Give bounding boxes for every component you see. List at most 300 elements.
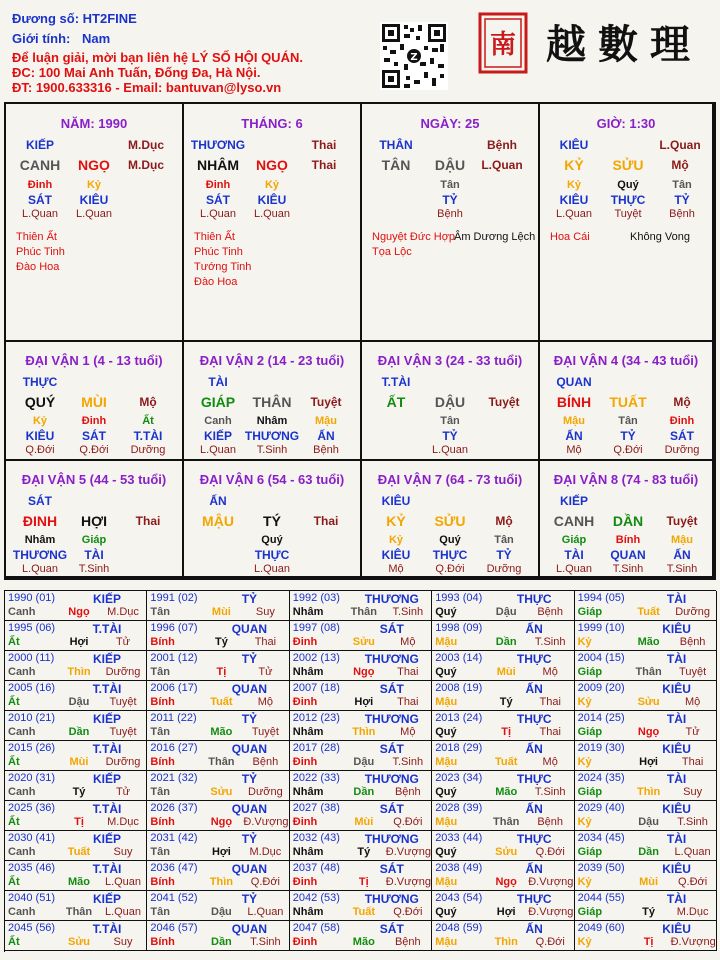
year-label: 1999 (10): [577, 622, 625, 634]
year-god: TÀI: [666, 772, 687, 786]
year-label: 2017 (28): [292, 742, 340, 754]
year-label: 2036 (47): [150, 862, 198, 874]
pillar-god: THƯƠNG: [190, 138, 246, 152]
year-stem: Quý: [435, 606, 457, 618]
year-lifecycle: Bệnh: [537, 816, 564, 828]
year-god: THỰC: [516, 652, 552, 666]
hidden-god: THƯƠNG: [244, 429, 300, 443]
year-cell: [147, 891, 289, 921]
year-stem: Bính: [150, 816, 175, 828]
year-stem: Tân: [150, 906, 170, 918]
year-god: KIẾP: [92, 772, 121, 786]
year-stem: Đinh: [292, 876, 318, 888]
year-label: 2018 (29): [435, 742, 483, 754]
year-stem: Giáp: [577, 906, 603, 918]
year-cell: [5, 771, 147, 801]
year-god: THƯƠNG: [364, 652, 419, 666]
year-lifecycle: Q.Đới: [250, 876, 280, 888]
year-lifecycle: Mộ: [684, 696, 701, 708]
year-lifecycle: Tuyệt: [679, 666, 707, 678]
hidden-lc: Dưỡng: [130, 444, 166, 456]
year-god: T.TÀI: [92, 622, 122, 636]
year-cell: [5, 681, 147, 711]
year-label: 2002 (13): [292, 652, 340, 664]
year-label: 2023 (34): [435, 772, 483, 784]
year-stem: Nhâm: [292, 606, 324, 618]
year-lifecycle: T.Sinh: [534, 636, 566, 648]
hidden-god: QUAN: [610, 548, 646, 562]
year-label: 2003 (14): [435, 652, 483, 664]
hidden-stem: Giáp: [81, 534, 107, 546]
year-branch: Sửu: [352, 636, 375, 648]
year-branch: Hợi: [211, 846, 231, 858]
year-stem: Tân: [150, 666, 170, 678]
hidden-stem: Đinh: [205, 179, 231, 191]
gender-label: Giới tính:: [12, 31, 71, 46]
shensha-star: Thiên Ất: [194, 231, 235, 243]
hidden-stem: Tân: [494, 534, 514, 546]
hidden-god: SÁT: [82, 429, 106, 443]
year-god: QUAN: [231, 682, 268, 696]
year-god: KIẾP: [92, 892, 121, 906]
dai-van-cell: [6, 461, 184, 578]
year-cell: [5, 861, 147, 891]
dai-van-cell: [184, 342, 362, 461]
dai-van-lc: Thai: [313, 514, 339, 528]
dai-van-god: T.TÀI: [381, 375, 411, 389]
year-label: 2006 (17): [150, 682, 198, 694]
dai-van-branch: THÂN: [252, 394, 292, 410]
year-label: 2016 (27): [150, 742, 198, 754]
year-god: SÁT: [379, 862, 404, 876]
pillar-god-lc: L.Quan: [659, 138, 701, 152]
year-cell: [575, 771, 717, 801]
year-lifecycle: M.Dục: [249, 846, 282, 858]
year-lifecycle: Mộ: [400, 726, 416, 738]
qr-code-icon[interactable]: [380, 22, 448, 90]
year-label: 2035 (46): [8, 862, 56, 874]
hidden-god: THỰC: [432, 548, 468, 562]
year-lifecycle: Q.Đới: [393, 816, 423, 828]
pillar-cell: [540, 104, 714, 342]
pillar-branch-lc: L.Quan: [481, 158, 523, 172]
year-lifecycle: Dưỡng: [248, 786, 283, 798]
year-branch: Dậu: [211, 906, 232, 918]
year-branch: Mão: [637, 636, 660, 648]
year-branch: Sửu: [210, 786, 233, 798]
year-label: 2007 (18): [292, 682, 340, 694]
year-label: 2024 (35): [577, 772, 625, 784]
year-cell: [147, 801, 289, 831]
shensha-star: Đào Hoa: [194, 276, 238, 288]
year-branch: Ngọ: [353, 666, 375, 678]
dai-van-title: ĐẠI VẬN 2 (14 - 23 tuổi): [199, 353, 345, 368]
dai-van-title: ĐẠI VẬN 8 (74 - 83 tuổi): [553, 472, 699, 487]
year-label: 1996 (07): [150, 622, 198, 634]
year-label: 2037 (48): [292, 862, 340, 874]
year-stem: Mậu: [435, 696, 458, 708]
shensha-star: Âm Dương Lệch: [454, 231, 536, 243]
year-label: 2031 (42): [150, 832, 198, 844]
pillar-stem: NHÂM: [197, 157, 239, 173]
year-lifecycle: Đ.Vượng: [528, 876, 574, 888]
year-branch: Mùi: [69, 756, 89, 768]
hidden-god: TÀI: [564, 548, 584, 562]
year-stem: Bính: [150, 756, 175, 768]
year-branch: Tý: [357, 846, 371, 858]
hidden-stem: Kỷ: [388, 534, 404, 546]
year-branch: Dậu: [68, 696, 90, 708]
hidden-stem: Kỷ: [566, 179, 582, 191]
year-cell: [147, 651, 289, 681]
dai-van-title: ĐẠI VẬN 6 (54 - 63 tuổi): [199, 472, 345, 487]
dai-van-branch: SỬU: [434, 513, 466, 529]
year-branch: Hợi: [69, 636, 89, 648]
year-branch: Dậu: [353, 756, 375, 768]
dai-van-title: ĐẠI VẬN 4 (34 - 43 tuổi): [553, 353, 699, 368]
year-label: 2009 (20): [577, 682, 625, 694]
year-god: KIẾP: [92, 832, 121, 846]
hidden-god: THỰC: [610, 193, 646, 207]
hidden-stem: Tân: [440, 179, 460, 191]
year-god: KIẾP: [92, 652, 121, 666]
hidden-god: SÁT: [28, 193, 52, 207]
hidden-stem: Quý: [439, 534, 461, 546]
year-cell: [147, 741, 289, 771]
year-label: 2049 (60): [577, 922, 625, 934]
year-cell: [5, 801, 147, 831]
year-stem: Nhâm: [292, 906, 324, 918]
year-branch: Thìn: [209, 876, 233, 888]
year-lifecycle: Suy: [113, 936, 133, 948]
hidden-god: KIÊU: [25, 429, 55, 443]
year-cell: [575, 891, 717, 921]
year-stem: Canh: [8, 666, 36, 678]
pillar-title: THÁNG: 6: [241, 116, 303, 131]
year-branch: Ngọ: [68, 606, 90, 618]
hidden-god: ẤN: [565, 429, 583, 443]
hidden-stem: Ất: [142, 415, 154, 427]
dai-van-god: ẤN: [209, 494, 227, 508]
year-god: TỶ: [241, 652, 258, 666]
hidden-god: TỶ: [496, 548, 512, 562]
dai-van-god: KIÊU: [381, 494, 411, 508]
year-god: ẤN: [525, 922, 543, 936]
year-label: 2022 (33): [292, 772, 340, 784]
pillar-god: KIẾP: [25, 138, 54, 152]
year-cell: [432, 771, 574, 801]
hidden-stem: Đinh: [27, 179, 53, 191]
shensha-star: Thiên Ất: [16, 231, 57, 243]
year-label: 2044 (55): [577, 892, 625, 904]
year-cell: [147, 921, 289, 951]
hidden-stem: Tân: [672, 179, 692, 191]
chart-owner: Đương số: HT2FINE: [12, 11, 137, 26]
dai-van-lc: Mộ: [139, 395, 157, 409]
pillar-stem: CANH: [19, 157, 61, 173]
year-god: KIÊU: [662, 802, 691, 816]
address: ĐC: 100 Mai Anh Tuấn, Đống Đa, Hà Nội.: [12, 65, 261, 80]
dai-van-stem: KỶ: [386, 513, 406, 529]
year-god: SÁT: [379, 622, 404, 636]
year-cell: [147, 831, 289, 861]
year-branch: Dần: [638, 846, 659, 858]
hidden-lc: Mộ: [566, 444, 582, 456]
year-god: THƯƠNG: [364, 592, 419, 606]
year-god: THỰC: [516, 592, 552, 606]
svg-text:數: 數: [598, 21, 638, 68]
year-stem: Nhâm: [292, 846, 324, 858]
year-branch: Tị: [216, 666, 227, 678]
year-stem: Mậu: [435, 876, 458, 888]
year-god: THƯƠNG: [364, 712, 419, 726]
year-cell: [290, 651, 432, 681]
dai-van-stem: GIÁP: [200, 394, 236, 410]
year-lifecycle: Tuyệt: [251, 726, 279, 738]
hidden-stem: Kỷ: [86, 179, 102, 191]
dai-van-title: ĐẠI VẬN 3 (24 - 33 tuổi): [377, 353, 523, 368]
hidden-lc: T.Sinh: [666, 563, 698, 575]
year-branch: Ngọ: [637, 726, 660, 738]
hidden-lc: T.Sinh: [78, 563, 110, 575]
header: [0, 0, 720, 102]
dai-van-god: TÀI: [208, 375, 228, 389]
year-cell: [290, 741, 432, 771]
hidden-god: TỶ: [674, 193, 690, 207]
hidden-god: THƯƠNG: [12, 548, 68, 562]
year-lifecycle: Q.Đới: [393, 906, 423, 918]
dai-van-branch: HỢI: [81, 513, 107, 529]
year-cell: [5, 921, 147, 951]
year-cell: [290, 681, 432, 711]
dai-van-god: KIẾP: [559, 494, 588, 508]
year-branch: Thân: [208, 756, 235, 768]
year-cell: [5, 891, 147, 921]
year-branch: Tý: [72, 786, 86, 798]
year-branch: Mùi: [639, 876, 659, 888]
dai-van-branch: DẦN: [612, 513, 644, 529]
year-lifecycle: Q.Đới: [535, 936, 565, 948]
hidden-god: KIẾP: [203, 429, 232, 443]
year-cell: [575, 651, 717, 681]
year-god: KIẾP: [92, 592, 121, 606]
year-lifecycle: Mộ: [542, 756, 558, 768]
year-god: QUAN: [231, 622, 268, 636]
dai-van-cell: [6, 342, 184, 461]
year-stem: Quý: [435, 666, 457, 678]
hidden-lc: Bệnh: [669, 208, 695, 220]
year-stem: Ất: [8, 876, 20, 888]
year-lifecycle: L.Quan: [104, 906, 142, 918]
year-cell: [290, 771, 432, 801]
year-lifecycle: Thai: [397, 666, 419, 678]
year-label: 2020 (31): [8, 772, 56, 784]
year-stem: Giáp: [577, 606, 603, 618]
year-label: 2030 (41): [8, 832, 56, 844]
dai-van-cell: [184, 461, 362, 578]
year-branch: Dần: [495, 636, 517, 648]
hidden-god: KIÊU: [381, 548, 411, 562]
year-branch: Thân: [493, 816, 520, 828]
hidden-stem: Canh: [204, 415, 232, 427]
year-cell: [5, 831, 147, 861]
year-branch: Tý: [642, 906, 656, 918]
pillar-god: KIÊU: [559, 138, 589, 152]
year-stem: Ất: [8, 696, 20, 708]
year-god: KIÊU: [662, 622, 691, 636]
year-god: TỶ: [241, 712, 258, 726]
year-god: ẤN: [525, 802, 543, 816]
year-cell: [432, 651, 574, 681]
year-stem: Kỷ: [577, 816, 592, 828]
year-stem: Nhâm: [292, 666, 324, 678]
hidden-lc: T.Sinh: [612, 563, 644, 575]
year-lifecycle: Bệnh: [679, 636, 706, 648]
dai-van-cell: [540, 461, 714, 578]
year-stem: Quý: [435, 846, 457, 858]
year-label: 2008 (19): [435, 682, 483, 694]
year-label: 1990 (01): [8, 592, 56, 604]
year-god: QUAN: [231, 802, 268, 816]
year-stem: Bính: [150, 936, 175, 948]
year-cell: [575, 681, 717, 711]
hidden-stem: Bính: [615, 534, 641, 546]
year-branch: Tuất: [352, 906, 375, 918]
year-stem: Ất: [8, 936, 20, 948]
year-god: KIÊU: [662, 742, 691, 756]
year-lifecycle: M.Dục: [107, 606, 139, 618]
year-stem: Mậu: [435, 816, 458, 828]
year-branch: Mùi: [496, 666, 516, 678]
year-lifecycle: Mộ: [400, 636, 416, 648]
hidden-lc: L.Quan: [431, 444, 469, 456]
year-label: 2046 (57): [150, 922, 198, 934]
year-label: 2021 (32): [150, 772, 198, 784]
year-label: 2039 (50): [577, 862, 625, 874]
hidden-lc: Bệnh: [313, 444, 339, 456]
year-cell: [147, 711, 289, 741]
year-god: TÀI: [666, 892, 687, 906]
year-branch: Dậu: [638, 816, 659, 828]
year-lifecycle: L.Quan: [104, 876, 142, 888]
pillar-title: NĂM: 1990: [60, 116, 128, 131]
hidden-lc: L.Quan: [21, 208, 59, 220]
four-pillars-grid: [4, 102, 716, 580]
dai-van-title: ĐẠI VẬN 1 (4 - 13 tuổi): [25, 353, 163, 368]
year-lifecycle: Thai: [254, 636, 277, 648]
year-god: SÁT: [379, 742, 404, 756]
year-stem: Kỷ: [577, 756, 592, 768]
year-cell: [432, 621, 574, 651]
year-stem: Canh: [8, 906, 36, 918]
year-god: TỶ: [241, 832, 258, 846]
year-god: SÁT: [379, 802, 404, 816]
year-stem: Đinh: [292, 636, 318, 648]
year-lifecycle: Bệnh: [394, 936, 421, 948]
year-stem: Tân: [150, 846, 170, 858]
dai-van-title: ĐẠI VẬN 5 (44 - 53 tuổi): [21, 472, 167, 487]
hidden-lc: L.Quan: [555, 563, 593, 575]
year-label: 2019 (30): [577, 742, 625, 754]
dai-van-cell: [362, 461, 540, 578]
year-label: 2005 (16): [8, 682, 56, 694]
year-branch: Thìn: [636, 786, 661, 798]
year-god: ẤN: [525, 742, 543, 756]
year-lifecycle: Dưỡng: [105, 666, 141, 678]
year-lifecycle: Bệnh: [394, 786, 421, 798]
year-god: T.TÀI: [92, 742, 122, 756]
year-branch: Dần: [211, 936, 232, 948]
year-label: 2034 (45): [577, 832, 625, 844]
year-cell: [575, 831, 717, 861]
hidden-god: TÀI: [84, 548, 104, 562]
year-stem: Kỷ: [577, 696, 592, 708]
dai-van-branch: TÝ: [263, 513, 281, 529]
year-cell: [575, 591, 717, 621]
hidden-lc: L.Quan: [75, 208, 113, 220]
dai-van-stem: ẤT: [386, 394, 406, 410]
year-stem: Đinh: [292, 756, 318, 768]
brand-seal: [478, 10, 704, 76]
dai-van-branch: TUẤT: [609, 394, 647, 410]
year-cell: [147, 771, 289, 801]
phone-email: ĐT: 1900.633316 - Email: bantuvan@lyso.vn: [12, 80, 282, 95]
year-label: 2045 (56): [8, 922, 56, 934]
year-stem: Mậu: [435, 636, 458, 648]
year-stem: Đinh: [292, 936, 318, 948]
hidden-god: ẤN: [317, 429, 335, 443]
year-cell: [575, 801, 717, 831]
pillar-cell: [184, 104, 362, 342]
year-stem: Nhâm: [292, 726, 324, 738]
year-lifecycle: Thai: [539, 726, 561, 738]
year-branch: Mão: [352, 936, 375, 948]
year-label: 1991 (02): [150, 592, 198, 604]
seal-artwork: [478, 10, 704, 76]
year-god: SÁT: [379, 922, 404, 936]
year-lifecycle: Tử: [115, 786, 131, 798]
hidden-lc: L.Quan: [21, 563, 59, 575]
year-label: 1994 (05): [577, 592, 625, 604]
year-label: 2011 (22): [150, 712, 197, 724]
year-label: 2004 (15): [577, 652, 625, 664]
year-god: TỶ: [241, 892, 258, 906]
year-god: THỰC: [516, 892, 552, 906]
pillar-god-lc: Bệnh: [487, 138, 517, 152]
shensha-star: Nguyệt Đức Hợp: [372, 231, 456, 243]
year-stem: Tân: [150, 786, 170, 798]
year-cell: [290, 621, 432, 651]
year-god: TÀI: [666, 592, 687, 606]
year-lifecycle: Q.Đới: [535, 846, 565, 858]
hidden-stem: Kỷ: [32, 415, 48, 427]
year-stem: Quý: [435, 726, 457, 738]
dai-van-branch: DẬU: [434, 394, 466, 410]
hidden-lc: Q.Đới: [79, 444, 109, 456]
hidden-stem: Tân: [440, 415, 460, 427]
year-lifecycle: Tử: [685, 726, 700, 738]
hidden-god: TỶ: [620, 429, 636, 443]
year-label: 1993 (04): [435, 592, 483, 604]
pillar-cell: [6, 104, 184, 342]
year-god: KIÊU: [662, 862, 691, 876]
year-label: 2032 (43): [292, 832, 340, 844]
year-god: T.TÀI: [92, 802, 122, 816]
year-god: QUAN: [231, 862, 268, 876]
year-branch: Tý: [214, 636, 228, 648]
hidden-lc: L.Quan: [199, 444, 237, 456]
contact-invite: Để luận giải, mời bạn liên hệ LÝ SỐ HỘI QUÁN.: [12, 50, 303, 65]
